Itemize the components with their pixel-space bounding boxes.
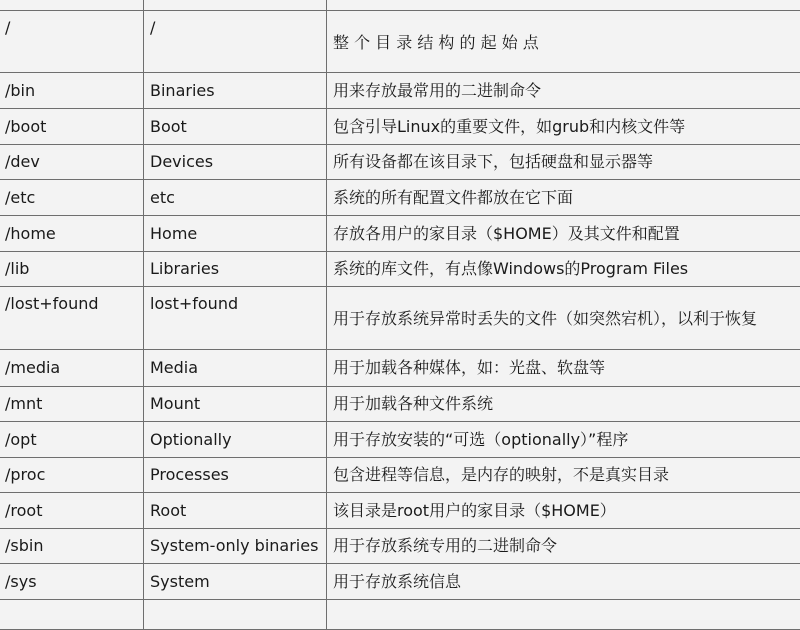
name-cell: Boot [144, 109, 327, 145]
path-cell: /media [0, 350, 144, 387]
path-cell: /opt [0, 422, 144, 458]
table-row [0, 11, 800, 73]
path-cell: /boot [0, 109, 144, 145]
desc-cell: 用于加载各种媒体，如：光盘、软盘等 [327, 350, 800, 387]
path-cell: /lost+found [0, 287, 144, 350]
path-cell [0, 600, 144, 630]
table-row [0, 458, 800, 493]
desc-cell: 该目录是root用户的家目录（$HOME） [327, 493, 800, 529]
path-cell: /sbin [0, 529, 144, 564]
name-cell: etc [144, 180, 327, 216]
name-cell: lost+found [144, 287, 327, 350]
desc-cell: 存放各用户的家目录（$HOME）及其文件和配置 [327, 216, 800, 252]
desc-cell: 用于存放安装的“可选（optionally）”程序 [327, 422, 800, 458]
path-cell [0, 0, 144, 11]
desc-cell: 系统的库文件，有点像Windows的Program Files [327, 252, 800, 287]
desc-cell: 用于加载各种文件系统 [327, 387, 800, 422]
table-row [0, 109, 800, 145]
path-cell: /proc [0, 458, 144, 493]
desc-cell [327, 0, 800, 11]
name-cell: Devices [144, 145, 327, 180]
table-row [0, 216, 800, 252]
desc-cell: 包含引导Linux的重要文件，如grub和内核文件等 [327, 109, 800, 145]
table-row [0, 529, 800, 564]
table-row [0, 600, 800, 630]
desc-cell: 所有设备都在该目录下，包括硬盘和显示器等 [327, 145, 800, 180]
desc-cell: 用于存放系统异常时丢失的文件（如突然宕机），以利于恢复 [327, 287, 800, 350]
table-row [0, 287, 800, 350]
desc-cell [327, 600, 800, 630]
name-cell: Media [144, 350, 327, 387]
table-row [0, 493, 800, 529]
name-cell: Mount [144, 387, 327, 422]
desc-cell: 系统的所有配置文件都放在它下面 [327, 180, 800, 216]
name-cell: System [144, 564, 327, 600]
desc-cell: 用于存放系统专用的二进制命令 [327, 529, 800, 564]
name-cell: Libraries [144, 252, 327, 287]
path-cell: /etc [0, 180, 144, 216]
table-row [0, 350, 800, 387]
name-cell: Home [144, 216, 327, 252]
path-cell: /home [0, 216, 144, 252]
table-row [0, 564, 800, 600]
path-cell: /sys [0, 564, 144, 600]
table-row [0, 73, 800, 109]
name-cell [144, 600, 327, 630]
path-cell: /bin [0, 73, 144, 109]
desc-cell: 包含进程等信息，是内存的映射，不是真实目录 [327, 458, 800, 493]
desc-cell: 用于存放系统信息 [327, 564, 800, 600]
path-cell: /mnt [0, 387, 144, 422]
table-row [0, 180, 800, 216]
desc-cell: 整 个 目 录 结 构 的 起 始 点 [327, 11, 800, 73]
name-cell: Optionally [144, 422, 327, 458]
path-cell: /lib [0, 252, 144, 287]
name-cell [144, 0, 327, 11]
path-cell: /dev [0, 145, 144, 180]
name-cell: Processes [144, 458, 327, 493]
desc-cell: 用来存放最常用的二进制命令 [327, 73, 800, 109]
name-cell: Root [144, 493, 327, 529]
table-row [0, 145, 800, 180]
name-cell: / [144, 11, 327, 73]
name-cell: Binaries [144, 73, 327, 109]
table-row [0, 0, 800, 11]
name-cell: System-only binaries [144, 529, 327, 564]
table-row [0, 252, 800, 287]
table-row [0, 387, 800, 422]
table-row [0, 422, 800, 458]
path-cell: /root [0, 493, 144, 529]
path-cell: / [0, 11, 144, 73]
